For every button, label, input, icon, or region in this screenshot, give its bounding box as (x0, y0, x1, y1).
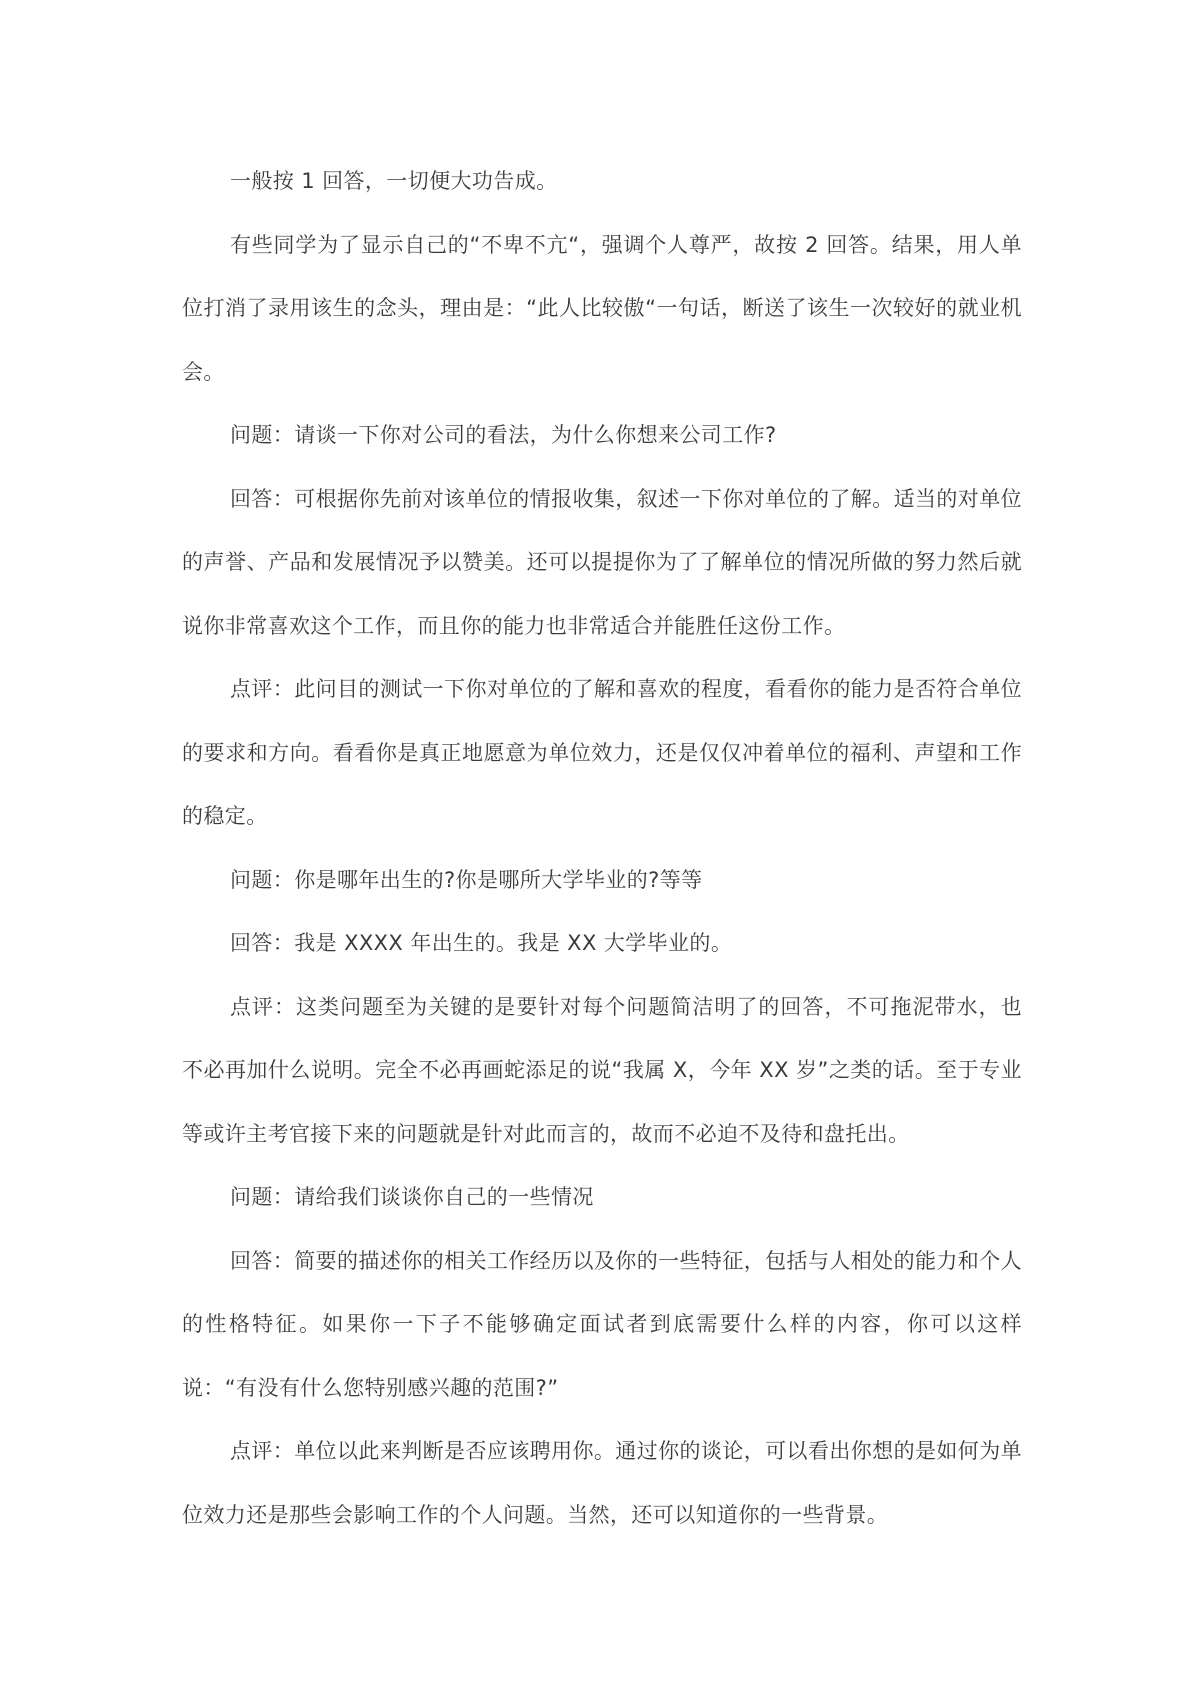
paragraph-answer-2-note: 有些同学为了显示自己的“不卑不亢“，强调个人尊严，故按 2 回答。结果，用人单位打消了录用该生的念头，理由是：“此人比较傲“一句话，断送了该生一次较好的就业机会。 (182, 232, 1022, 384)
paragraph-question-birth: 问题：你是哪年出生的?你是哪所大学毕业的?等等 (230, 867, 703, 892)
paragraph-answer-1: 一般按 1 回答，一切便大功告成。 (230, 169, 558, 193)
paragraph-comment-birth: 点评：这类问题至为关键的是要针对每个问题简洁明了的回答，不可拖泥带水，也 不必再加什么说明。完全不必再画蛇添足的说“我属 X，今年 XX 岁”之类的话。至于专业等或许主考官接下来的问题就是针对此而言的，故而不必迫不及待和盘托出。 (182, 994, 1022, 1146)
paragraph-question-self: 问题：请给我们谈谈你自己的一些情况 (230, 1185, 594, 1209)
paragraph-comment-self: 点评：单位以此来判断是否应该聘用你。通过你的谈论，可以看出你想的是如何为单位效力还是那些会影响工作的个人问题。当然，还可以知道你的一些背景。 (182, 1439, 1022, 1527)
paragraph-answer-company: 回答：可根据你先前对该单位的情报收集，叙述一下你对单位的了解。适当的对单位的声誉、产品和发展情况予以赞美。还可以提提你为了了解单位的情况所做的努力然后就说你非常喜欢这个工作，而且你的能力也非常适合并能胜任这份工作。 (182, 486, 1022, 638)
document-body (182, 150, 1022, 1547)
paragraph-comment-company: 点评：此问目的测试一下你对单位的了解和喜欢的程度，看看你的能力是否符合单位的要求和方向。看看你是真正地愿意为单位效力，还是仅仅冲着单位的福利、声望和工作的稳定。 (182, 677, 1022, 828)
paragraph-question-company: 问题：请谈一下你对公司的看法，为什么你想来公司工作? (230, 423, 777, 447)
paragraph-answer-birth: 回答：我是 XXXX 年出生的。我是 XX 大学毕业的。 (230, 931, 733, 955)
paragraph-answer-self: 回答：简要的描述你的相关工作经历以及你的一些特征，包括与人相处的能力和个人的性格特征。如果你一下子不能够确定面试者到底需要什么样的内容，你可以这样说：“有没有什么您特别感兴趣的范围?” (182, 1248, 1022, 1400)
